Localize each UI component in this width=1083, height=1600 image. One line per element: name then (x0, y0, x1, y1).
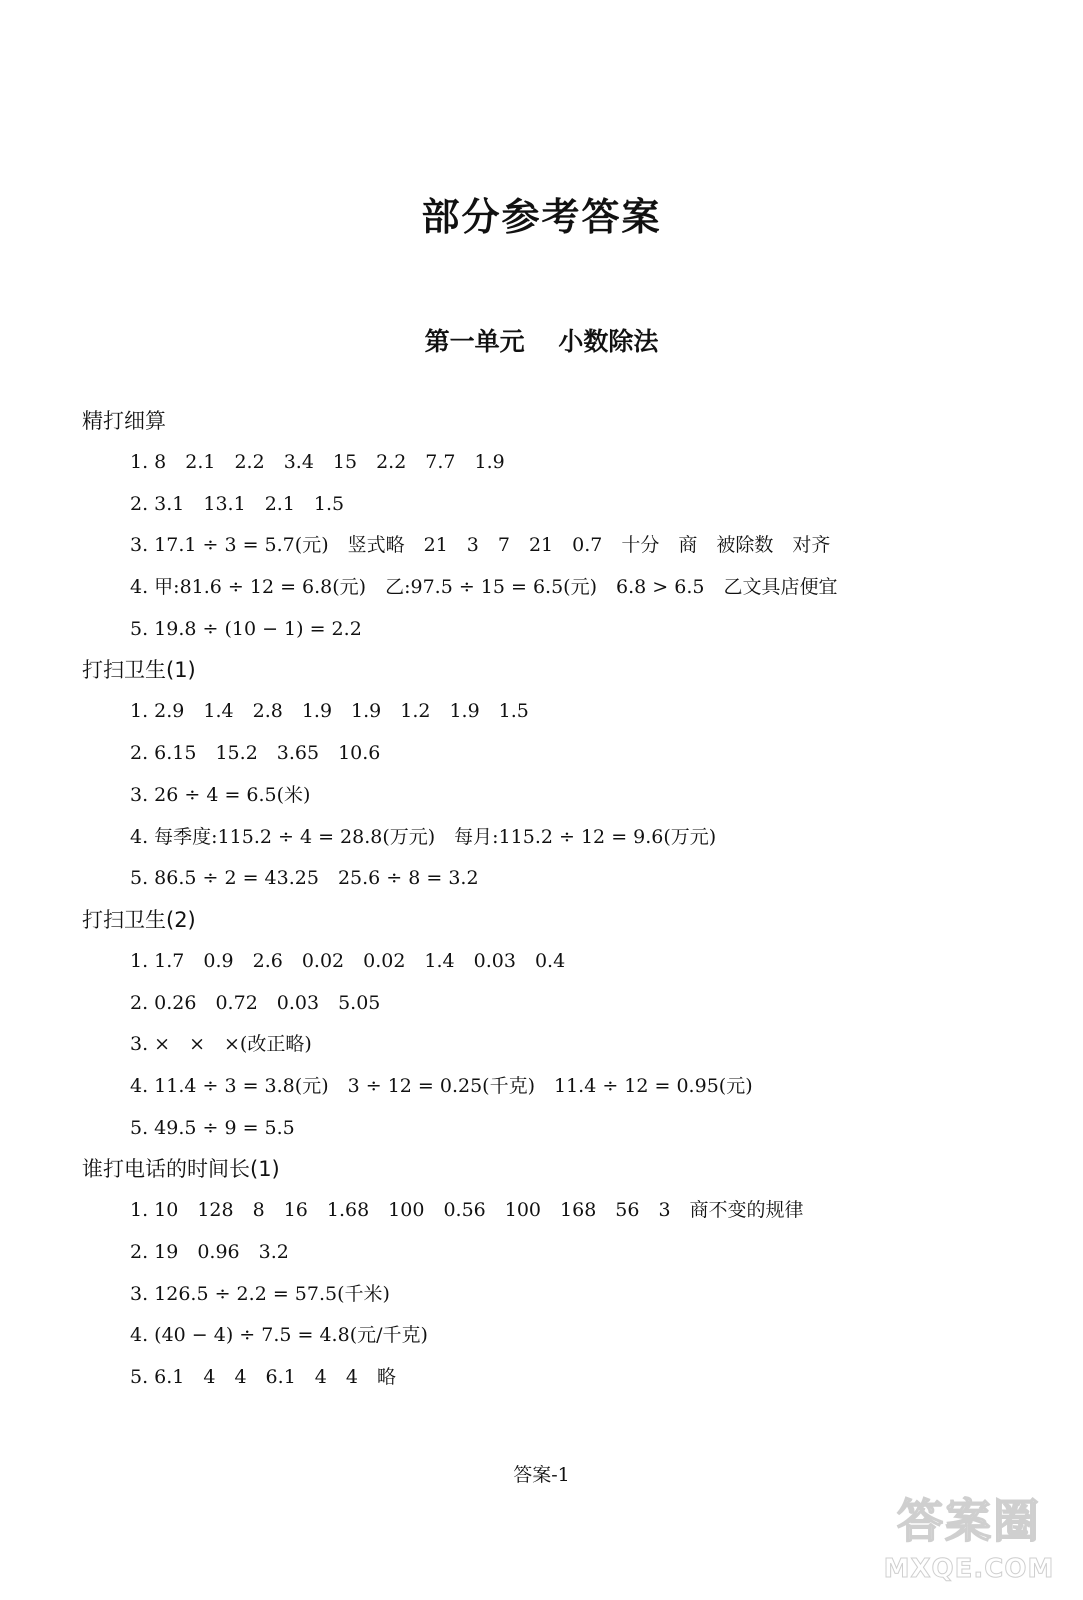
answer-line: 5. 49.5 ÷ 9 = 5.5 (130, 1116, 295, 1139)
answer-line: 3. 126.5 ÷ 2.2 = 57.5(千米) (130, 1282, 390, 1305)
answer-line: 5. 86.5 ÷ 2 = 43.25 25.6 ÷ 8 = 3.2 (130, 867, 479, 890)
answer-line: 1. 8 2.1 2.2 3.4 15 2.2 7.7 1.9 (130, 451, 505, 473)
section-shui-dadianhua-1 (82, 1149, 1032, 1398)
section-heading: 打扫卫生(1) (82, 658, 196, 683)
watermark-logo: 答案圈 (897, 1494, 1041, 1548)
answer-line: 3. 26 ÷ 4 = 6.5(米) (130, 783, 311, 806)
section-dasao-weisheng-1 (82, 650, 1032, 899)
answer-line: 5. 6.1 4 4 6.1 4 4 略 (130, 1366, 396, 1389)
answer-line: 3. × × ×(改正略) (130, 1033, 312, 1056)
section-dasao-weisheng-2 (82, 900, 1032, 1149)
watermark (879, 1490, 1059, 1590)
watermark-url: MXQE.COM (883, 1554, 1055, 1584)
answer-line: 1. 10 128 8 16 1.68 100 0.56 100 168 56 3 商不变的规律 (130, 1199, 804, 1222)
answer-content (82, 401, 1032, 1399)
answer-line: 1. 2.9 1.4 2.8 1.9 1.9 1.2 1.9 1.5 (130, 700, 529, 723)
page-title: 部分参考答案 (421, 195, 662, 239)
answer-line: 3. 17.1 ÷ 3 = 5.7(元) 竖式略 21 3 7 21 0.7 十分 商 被除数 对齐 (130, 534, 831, 557)
answer-line: 2. 6.15 15.2 3.65 10.6 (130, 742, 381, 765)
answer-line: 2. 3.1 13.1 2.1 1.5 (130, 492, 345, 515)
answer-line: 4. 每季度:115.2 ÷ 4 = 28.8(万元) 每月:115.2 ÷ 12 = 9.6(万元) (130, 825, 717, 848)
unit-title: 第一单元 小数除法 (424, 327, 659, 356)
answer-line: 1. 1.7 0.9 2.6 0.02 0.02 1.4 0.03 0.4 (130, 949, 566, 972)
section-jingda-xisuan (82, 401, 1032, 650)
page-number: 答案-1 (513, 1464, 570, 1486)
answer-line: 2. 19 0.96 3.2 (130, 1241, 289, 1263)
answer-line: 4. 甲:81.6 ÷ 12 = 6.8(元) 乙:97.5 ÷ 15 = 6.5(元) 6.8 > 6.5 乙文具店便宜 (130, 576, 838, 599)
section-heading: 打扫卫生(2) (82, 907, 196, 932)
answer-line: 2. 0.26 0.72 0.03 5.05 (130, 991, 381, 1014)
section-heading: 谁打电话的时间长(1) (82, 1157, 280, 1182)
answer-line: 4. 11.4 ÷ 3 = 3.8(元) 3 ÷ 12 = 0.25(千克) 11.4 ÷ 12 = 0.95(元) (130, 1074, 753, 1097)
section-heading: 精打细算 (82, 409, 166, 433)
answer-line: 5. 19.8 ÷ (10 − 1) = 2.2 (130, 617, 362, 640)
answer-line: 4. (40 − 4) ÷ 7.5 = 4.8(元/千克) (130, 1324, 428, 1347)
